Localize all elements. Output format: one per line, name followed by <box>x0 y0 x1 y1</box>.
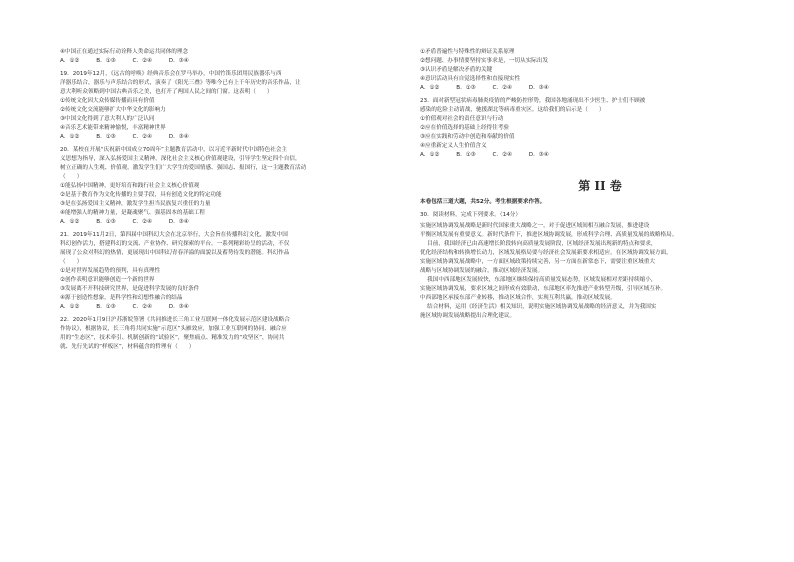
option-line: ④能增强人的精神力量，是凝魂聚气、强基固本的基础工程 <box>60 210 205 216</box>
right-column <box>420 48 780 321</box>
question-line: 洋器乐结合，器乐与声乐结合的形式，演奏了《阳光三叠》等唯今已有上千年历史的音乐作品，让 <box>60 80 301 86</box>
section-note: 本卷包括三道大题，共52分。考生根据要求作答。 <box>420 199 546 205</box>
material-line: 我国中西部地区发展较快，东部地区继续保持高质量发展态势，区域发展相对差距持续缩小， <box>420 277 657 283</box>
option-line: ①矛盾普遍性与特殊性的辩证关系原理 <box>420 49 515 55</box>
option-line: ②是基于教育作为文化传播的主要手段，具有创造文化的特定功能 <box>60 192 222 198</box>
question-line: 树立正确的人生观、价值观，激发学生们广大学生的爱国情感、强国志、报国行，这一主题教育活动 <box>60 165 307 171</box>
material-line: 战略与区域协调发展的融合，推动区域经济发展。 <box>420 268 544 274</box>
left-column <box>60 48 420 352</box>
section-title: 第 II 卷 <box>578 179 622 193</box>
question-line: 作协议》，根据协议，长三角将共同实施“示范区”头雁效应，加强工业互联网的协同、融合应 <box>60 326 287 332</box>
question-line: 22．2020年1月9日沪苏浙皖签署《共同推进长三角工业互联网一体化发展示范区建设战略合 <box>60 317 290 323</box>
question-line: 科幻创作活力，搭建科幻的交流、产业协作、研究探索的平台。一系列精彩纷呈的活动，不仅 <box>60 241 290 247</box>
option-line: ①能弘扬中国精神，更好培育和践行社会主义核心价值观 <box>60 183 200 189</box>
reading-material <box>420 222 780 321</box>
question-line: 义思想为指导，深入弘扬爱国主义精神，深化社会主义核心价值观建设，引导学生坚定四个自信， <box>60 156 301 162</box>
question-line: （ ） <box>60 174 83 180</box>
option-line: A．①② B．①③ C．②④ D．③④ <box>60 58 189 64</box>
question-line: （ ） <box>60 259 83 265</box>
material-line: 实施区域协调发展战略中，一方面区域政策持续完善，另一方面在新常态下，需要注重区域重大 <box>420 259 655 265</box>
option-line: ①传统文化因大众传媒传播而具有价值 <box>60 98 155 104</box>
question-line: 23．面对新型冠状病毒肺炎疫情的严峻防控形势，我国各地涌现出不少医生、护士们不顾被 <box>420 98 646 104</box>
question-line: 展现了公众对科幻的热情，更展现出中国科幻青春洋溢的面貌以及蓄势待发的潜能。科幻作品 <box>60 250 290 256</box>
option-line: ③中国文化得到了意大利人的广泛认同 <box>60 116 155 122</box>
material-line: 平衡区域发展有重要意义。新时代条件下，推进区域协调发展，形成科学合理、高质量发展的战略格局。 <box>420 232 678 238</box>
option-line: ④意识活动具有自觉选择性和直接现实性 <box>420 76 521 82</box>
option-line: A．①② B．①③ C．②④ D．③④ <box>60 219 189 225</box>
option-line: ②传统文化交流能够扩大中华文化的影响力 <box>60 107 166 113</box>
question-line: 用的“生态区”，技术牵引、机制创新的“试验区”，聚焦痛点、精准发力的“攻坚区”，协同共 <box>60 335 285 341</box>
question-line: 意大利听众领略到中国古典音乐之美，也打开了两国人民之间的门窗。这表明（ ） <box>60 89 273 95</box>
option-line: ①是对世界发展趋势的预判，具有真理性 <box>60 268 161 274</box>
question-30-heading: 30．阅读材料，完成下列要求。（14分） <box>420 212 521 218</box>
option-line: ②应在价值选择的基础上经得住考验 <box>420 125 509 131</box>
option-line: ④应重新定义人生价值含义 <box>420 143 487 149</box>
option-line: ④中国正在通过实际行动诠释人类命运共同体的理念 <box>60 49 189 55</box>
material-line: 目前，我国经济已由高速增长阶段转向高质量发展阶段，区域经济发展出现新的特点和要求， <box>420 241 657 247</box>
option-line: ②创作表明意识能够创造一个新的世界 <box>60 277 155 283</box>
option-line: ①价值观对社会的责任意识与行动 <box>420 116 504 122</box>
option-line: ③认识矛盾是解决矛盾的关键 <box>420 67 493 73</box>
option-line: ②想问题、办事情要坚持实事求是，一切从实际出发 <box>420 58 549 64</box>
material-line: 施区域协调发展战略提出合理化建议。 <box>420 313 516 319</box>
right-questions <box>420 48 780 160</box>
question-line: 21．2019年11月2日，第四届中国科幻大会在北京举行，大会旨在传播科幻文化，激发中国 <box>60 232 288 238</box>
material-line: 实施区域协调发展，要求区域之间形成有效联动，东部地区率先推进产业转型升级，引导区域互补。 <box>420 286 667 292</box>
option-line: ④源于创造性想象，是科学性和幻想性融合的结晶 <box>60 295 183 301</box>
option-line: A．①② B．①③ C．②④ D．③④ <box>60 134 189 140</box>
option-line: ③应在实践和劳动中创造和奉献的价值 <box>420 134 515 140</box>
material-line: 实施区域协调发展战略是新时代国家重大战略之一，对于促进区域间相互融合发展，推进建设 <box>420 223 650 229</box>
material-line: 中西部地区承接东部产业转移，推动区域合作，实现互利共赢，推动区域发展。 <box>420 295 616 301</box>
option-line: A．①② B．①③ C．②④ D．③④ <box>420 85 549 91</box>
material-line: 优化经济结构和转换增长动力，区域发展格局要与经济社会发展新要求相适应。在区域协调发展方面， <box>420 250 672 256</box>
material-line: 结合材料，运用《经济生活》相关知识，说明实施区域协调发展战略的经济意义，并为我国实 <box>420 304 657 310</box>
question-line: 感染的危险主动请战，驰援湖北等病毒重灾区。这给我们的启示是（ ） <box>420 107 605 113</box>
question-line: 19．2019年12月，《远古的呼唤》经典音乐会在罗马举办，中国竹笛乐团用民族器乐与西 <box>60 71 282 77</box>
option-line: ④音乐艺术能带来精神愉悦，丰富精神世界 <box>60 125 166 131</box>
option-line: A．①② B．①③ C．②④ D．③④ <box>60 304 189 310</box>
option-line: ③发展离不开科技研究世界，是促进科学发展的良好条件 <box>60 286 200 292</box>
question-line: 就、先行先试的“样板区”，材料蕴含的哲理有（ ） <box>60 344 195 350</box>
option-line: A．①② B．①③ C．②④ D．③④ <box>420 152 549 158</box>
question-line: 20．某校在开展“庆祝新中国成立70周年”主题教育活动中，以习近平新时代中国特色社会主 <box>60 147 288 153</box>
option-line: ③是在弘扬爱国主义精神，激发学生担当民族复兴重任的力量 <box>60 201 211 207</box>
